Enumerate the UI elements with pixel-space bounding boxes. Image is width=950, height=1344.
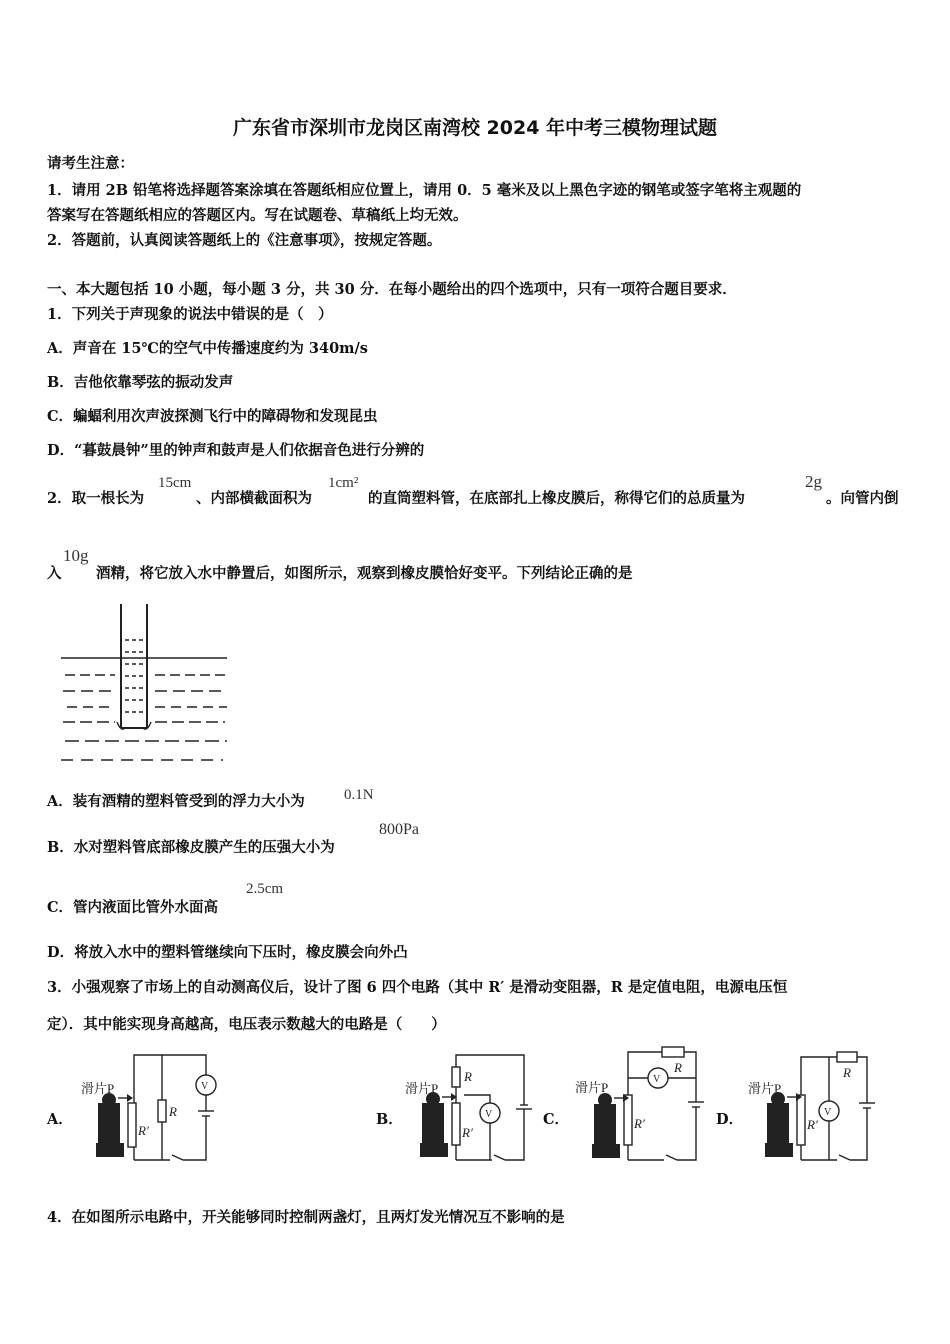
resistor-r-label: R [169,1104,177,1119]
q2-stem-part3: 的直筒塑料管，在底部扎上橡皮膜后，称得它们的总质量为 [368,490,745,507]
q2-stem-part2: 、内部横截面积为 [196,490,312,507]
q1-option-b: B．吉他依靠琴弦的振动发声 [47,374,234,391]
slider-label: 滑片P [405,1081,439,1096]
resistor-r-label: R [674,1060,682,1075]
q2-area-value: 1cm² [328,475,359,491]
q3-stem-line2: 定）．其中能实现身高越高，电压表示数越大的电路是（ ） [47,1016,446,1033]
q2-stem-part1: 2．取一根长为 [47,490,145,507]
q3-option-b-label: B． [376,1111,403,1128]
q2-alcohol-mass: 10g [63,546,89,565]
rheostat-label: R′ [634,1116,645,1131]
rheostat-label: R′ [138,1123,149,1138]
q3-option-a-label: A． [47,1111,73,1128]
notice-line-2: 2．答题前，认真阅读答题纸上的《注意事项》，按规定答题。 [47,232,442,249]
q2-option-a-value: 0.1N [344,787,374,803]
q2-mass-value: 2g [805,472,822,491]
q1-option-d: D．“暮鼓晨钟”里的钟声和鼓声是人们依据音色进行分辨的 [47,442,425,459]
slider-label: 滑片P [575,1080,609,1095]
slider-label: 滑片P [81,1081,115,1096]
q4-stem: 4．在如图所示电路中，开关能够同时控制两盏灯，且两灯发光情况互不影响的是 [47,1209,565,1226]
voltmeter-label: V [485,1109,493,1120]
notice-heading: 请考生注意： [47,155,134,172]
q1-option-a: A．声音在 15℃的空气中传播速度约为 340m/s [47,340,368,357]
q2-stem-part6: 酒精，将它放入水中静置后，如图所示，观察到橡皮膜恰好变平。下列结论正确的是 [96,565,633,582]
rheostat-label: R′ [807,1117,818,1132]
q1-stem: 1．下列关于声现象的说法中错误的是（ ） [47,306,333,323]
circuit-b-diagram [400,1045,550,1170]
q2-option-c: C．管内液面比管外水面高 [47,899,219,916]
resistor-r-label: R [464,1069,472,1084]
q2-option-b-value: 800Pa [379,821,419,838]
voltmeter-label: V [201,1081,209,1092]
q2-stem-part5: 入 [47,565,62,582]
voltmeter-label: V [824,1107,832,1118]
q2-length-value: 15cm [158,475,192,491]
rheostat-label: R′ [462,1125,473,1140]
slider-label: 滑片P [748,1081,782,1096]
q2-option-c-value: 2.5cm [246,881,284,897]
q3-option-d-label: D． [716,1111,744,1128]
notice-line-1a: 1．请用 2B 铅笔将选择题答案涂填在答题纸相应位置上，请用 0．5 毫米及以上黑色字迹的钢笔或签字笔将主观题的 [47,182,802,199]
q3-option-c-label: C． [543,1111,570,1128]
resistor-r-label: R [843,1065,851,1080]
q2-option-d: D．将放入水中的塑料管继续向下压时，橡皮膜会向外凸 [47,944,408,961]
page-title: 广东省市深圳市龙岗区南湾校 2024 年中考三模物理试题 [232,117,718,139]
q2-option-b: B．水对塑料管底部橡皮膜产生的压强大小为 [47,839,335,856]
notice-line-1b: 答案写在答题纸相应的答题区内。写在试题卷、草稿纸上均无效。 [47,207,468,224]
q3-stem-line1: 3．小强观察了市场上的自动测高仪后，设计了图 6 四个电路（其中 R′ 是滑动变阻器，R 是定值电阻，电源电压恒 [47,979,788,996]
voltmeter-label: V [653,1074,661,1085]
q1-option-c: C．蝙蝠利用次声波探测飞行中的障碍物和发现昆虫 [47,408,378,425]
q2-stem-part4: 。向管内倒 [826,490,899,507]
tube-in-water-figure [55,600,235,765]
circuit-d-diagram [745,1045,895,1170]
q2-option-a: A．装有酒精的塑料管受到的浮力大小为 [47,793,305,810]
section-heading: 一、本大题包括 10 小题，每小题 3 分，共 30 分．在每小题给出的四个选项中，只有一项符合题目要求． [47,281,737,298]
circuit-c-diagram [572,1040,722,1170]
circuit-a-diagram [78,1045,228,1170]
